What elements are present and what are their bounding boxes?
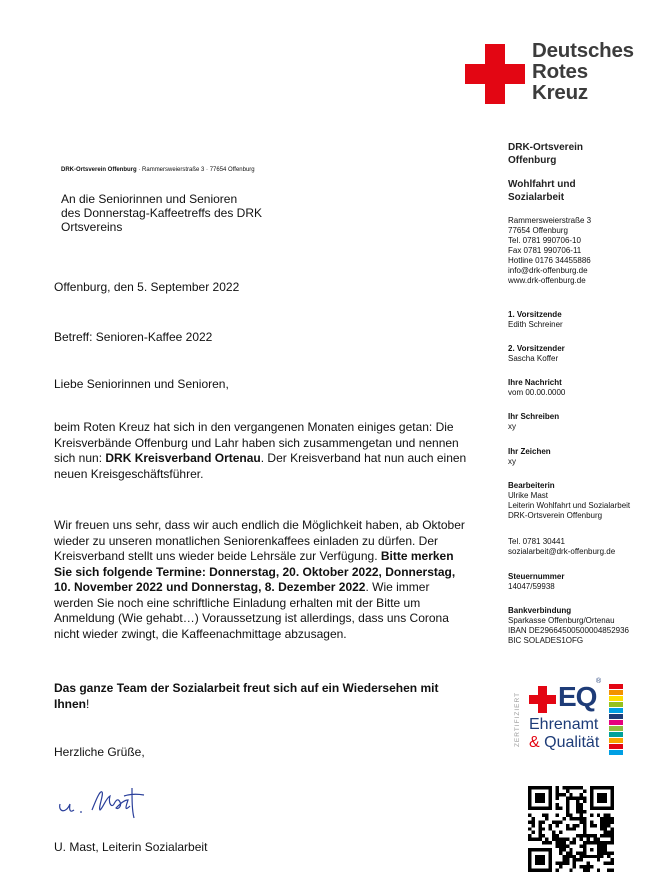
sidebar-handler-contact (508, 537, 615, 557)
paragraph-line: Anmeldung (Wie gehabt…) Voraussetzung ist allerdings, dass uns Corona (54, 611, 449, 625)
paragraph-line: Kreisverbände Offenburg und Lahr haben sich zusammengetan und nennen (54, 435, 459, 450)
contact-line: 77654 Offenburg (508, 226, 568, 235)
chair2-name: Sascha Koffer (508, 354, 559, 363)
eq-grid-cell (609, 744, 623, 749)
paragraph-line: neuen Kreisgeschäftsführer. (54, 466, 204, 481)
eq-grid-cell (609, 714, 623, 719)
contact-line: www.drk-offenburg.de (508, 276, 586, 285)
sidebar-your-letter (508, 412, 559, 432)
sender-org: DRK-Ortsverein Offenburg (61, 167, 137, 173)
recipient-line: des Donnerstag-Kaffeetreffs des DRK (61, 206, 262, 220)
eq-grid-cell (609, 696, 623, 701)
sidebar-org (508, 142, 583, 167)
eq-certified-label: ZERTIFIZIERT (514, 691, 522, 748)
sidebar-dept-line: Wohlfahrt und (508, 179, 576, 190)
handler-label: Bearbeiterin (508, 481, 555, 490)
eq-grid-cell (609, 684, 623, 689)
eq-color-grid-icon (609, 684, 623, 754)
handler-line: DRK-Ortsverein Offenburg (508, 511, 603, 520)
paragraph-line (54, 580, 465, 596)
handwritten-signature (56, 782, 176, 822)
sidebar-your-ref (508, 447, 551, 467)
logo-line: Kreuz (532, 81, 588, 104)
your-letter-value: xy (508, 422, 516, 431)
contact-line: Fax 0781 990706-11 (508, 246, 582, 255)
closing: Herzliche Grüße, (54, 745, 145, 759)
sidebar-contact (508, 216, 591, 286)
chair1-label: 1. Vorsitzende (508, 310, 562, 319)
team-message (54, 681, 438, 712)
handler-contact-line: Tel. 0781 30441 (508, 537, 565, 546)
recipient-line: Ortsvereins (61, 220, 123, 234)
paragraph-dates (54, 518, 465, 642)
eq-cross-icon-bar (529, 695, 556, 704)
contact-line: Hotline 0176 34455886 (508, 256, 591, 265)
text-run: ! (86, 696, 90, 711)
handler-line: Ulrike Mast (508, 491, 549, 500)
eq-grid-cell (609, 720, 623, 725)
paragraph-line: wieder zu unseren monatlichen Seniorenkaffees einladen zu dürfen. Der (54, 533, 439, 548)
sidebar-tax (508, 572, 564, 592)
logo-wordmark (532, 40, 634, 103)
recipient-block (61, 192, 262, 234)
salutation: Liebe Seniorinnen und Senioren, (54, 377, 229, 391)
chair1-name: Edith Schreiner (508, 320, 563, 329)
eq-grid-cell (609, 690, 623, 695)
eq-registered: ® (596, 678, 602, 685)
text-run-bold: 10. November 2022 und Donnerstag, 8. Dezember 2022 (54, 580, 366, 594)
paragraph-line: Das ganze Team der Sozialarbeit freut sich auf ein Wiedersehen mit (54, 681, 439, 695)
recipient-line: An die Seniorinnen und Senioren (61, 192, 238, 206)
bank-line: BIC SOLADES1OFG (508, 636, 584, 645)
sidebar-handler (508, 481, 630, 521)
logo-line: Rotes (532, 60, 588, 83)
handler-line: Leiterin Wohlfahrt und Sozialarbeit (508, 501, 631, 510)
your-ref-label: Ihr Zeichen (508, 447, 551, 456)
sidebar-chair1 (508, 310, 563, 330)
paragraph-line: Wir freuen uns sehr, dass wir auch endlich die Möglichkeit haben, ab Oktober (54, 518, 465, 532)
text-run: . Wie immer (365, 580, 430, 594)
bank-line: IBAN DE29664500500004852936 (508, 626, 629, 635)
eq-qualitaet (529, 734, 599, 752)
eq-qualitaet-text: Qualität (539, 734, 600, 751)
sidebar-bank (508, 606, 629, 646)
bank-label: Bankverbindung (508, 606, 572, 615)
paragraph-line: nicht wieder zwingt, die Kaffeenachmittage abzusagen. (54, 626, 347, 641)
contact-line: Rammersweierstraße 3 (508, 216, 592, 225)
sidebar-org-line: DRK-Ortsverein (508, 142, 584, 153)
paragraph-line (54, 549, 465, 565)
contact-line: info@drk-offenburg.de (508, 266, 588, 275)
chair2-label: 2. Vorsitzender (508, 344, 565, 353)
eq-grid-cell (609, 738, 623, 743)
sidebar-your-message (508, 378, 565, 398)
text-run-bold: DRK Kreisverband Ortenau (105, 451, 261, 465)
eq-certification-badge (514, 678, 636, 758)
sidebar-department (508, 179, 576, 204)
eq-ehrenamt: Ehrenamt (529, 716, 599, 733)
subject-line: Betreff: Senioren-Kaffee 2022 (54, 330, 213, 344)
tax-label: Steuernummer (508, 572, 565, 581)
eq-grid-cell (609, 732, 623, 737)
text-run: sich nun: (54, 451, 106, 465)
eq-grid-cell (609, 708, 623, 713)
paragraph-line: Sie sich folgende Termine: Donnerstag, 20. Oktober 2022, Donnerstag, (54, 564, 456, 579)
paragraph-line (54, 697, 438, 713)
eq-grid-cell (609, 702, 623, 707)
qr-code-icon (528, 786, 614, 872)
paragraph-line (54, 451, 466, 467)
sidebar-org-line: Offenburg (508, 154, 557, 166)
contact-line: Tel. 0781 990706-10 (508, 236, 581, 245)
signer-name: U. Mast, Leiterin Sozialarbeit (54, 840, 208, 854)
eq-ampersand: & (529, 734, 540, 751)
red-cross-icon (465, 44, 525, 104)
text-run-bold: Bitte merken (380, 549, 454, 563)
your-message-value: vom 00.00.0000 (508, 388, 566, 397)
sidebar-dept-line: Sozialarbeit (508, 191, 565, 203)
paragraph-line: beim Roten Kreuz hat sich in den vergangenen Monaten einiges getan: Die (54, 420, 454, 434)
text-run: Kreisverband stellt uns wieder beide Lehrsäle zur Verfügung. (54, 549, 381, 563)
eq-grid-cell (609, 750, 623, 755)
sender-address: · Rammersweierstraße 3 · 77654 Offenburg (136, 167, 255, 173)
text-run: . Der Kreisverband hat nun auch einen (260, 451, 467, 465)
tax-value: 14047/59938 (508, 582, 555, 591)
paragraph-news (54, 420, 466, 482)
text-run-bold: Ihnen (54, 696, 86, 711)
bank-line: Sparkasse Offenburg/Ortenau (508, 616, 615, 625)
logo-line: Deutsches (532, 39, 634, 62)
sidebar-chair2 (508, 344, 565, 364)
your-ref-value: xy (508, 457, 516, 466)
sender-line (61, 167, 255, 173)
your-letter-label: Ihr Schreiben (508, 412, 560, 421)
your-message-label: Ihre Nachricht (508, 378, 562, 387)
eq-grid-cell (609, 726, 623, 731)
handler-contact-line: sozialarbeit@drk-offenburg.de (508, 547, 616, 556)
paragraph-line: werden Sie noch eine schriftliche Einladung erhalten mit der Bitte um (54, 595, 421, 610)
place-date: Offenburg, den 5. September 2022 (54, 280, 240, 294)
eq-mark: EQ (558, 681, 597, 712)
